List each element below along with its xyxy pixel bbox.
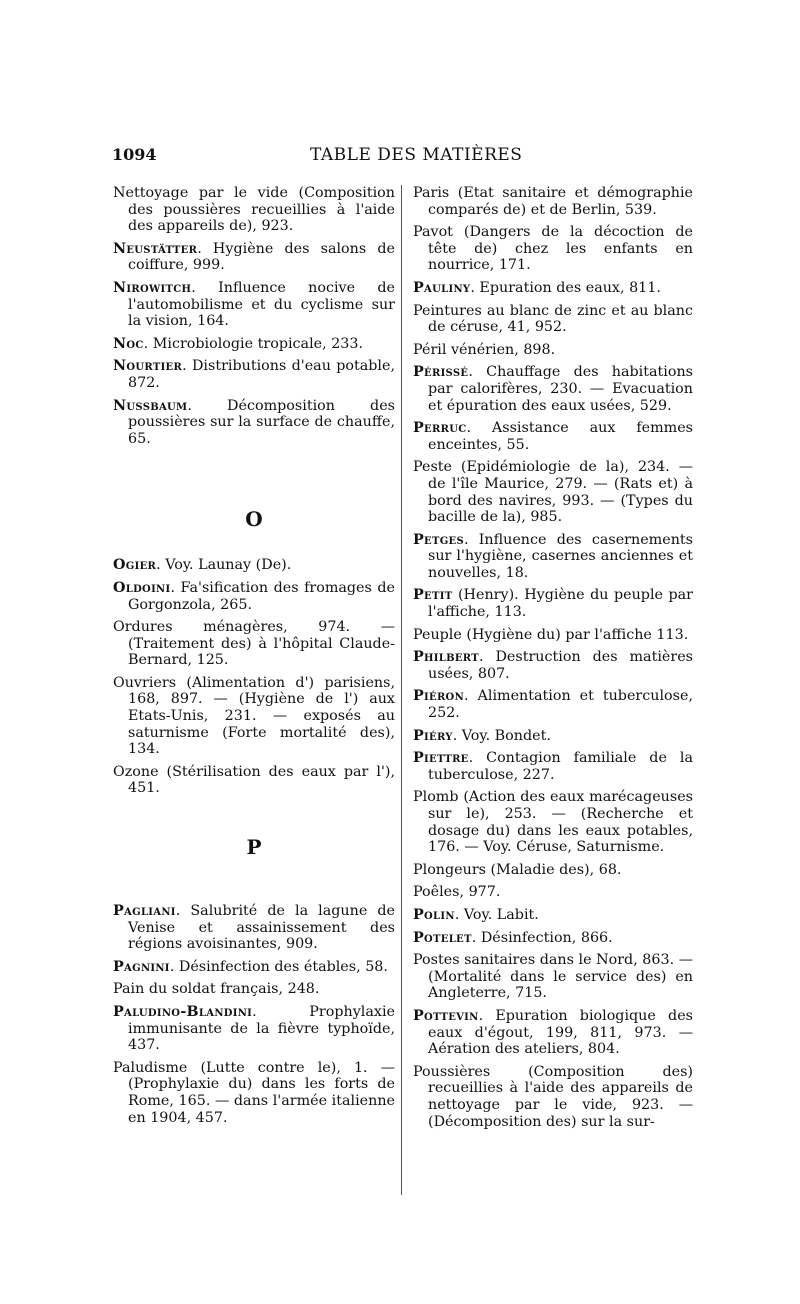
index-entry: Poussières (Composition des) recueillies à l'aide des appareils de nettoyage par le vide, 923. — (Décomposition des) sur la sur-	[413, 1063, 693, 1130]
index-entry: Piéron. Alimentation et tuberculose, 252.	[413, 688, 693, 722]
index-entry: Poêles, 977.	[413, 884, 501, 901]
index-entry: Ouvriers (Alimentation d') parisiens, 168, 897. — (Hygiène de l') aux Etats-Unis, 231. — exposés au saturnisme (Forte mortalité des), 134.	[113, 674, 395, 758]
page-header	[0, 145, 800, 173]
index-entry: Pagliani. Salubrité de la lagune de Venise et assainissement des régions avoisinantes, 909.	[113, 903, 395, 953]
column-divider	[401, 185, 402, 1195]
index-entry: Plongeurs (Maladie des), 68.	[413, 861, 622, 878]
index-entry: Nourtier. Distributions d'eau potable, 872.	[113, 358, 395, 391]
index-entry: Péril vénérien, 898.	[413, 341, 556, 358]
running-title: TABLE DES MATIÈRES	[310, 145, 523, 165]
index-entry: Périssé. Chauffage des habitations par calorifères, 230. — Evacuation et épuration des eaux usées, 529.	[413, 364, 693, 414]
index-entry: Paludino-Blandini. Prophylaxie immunisante de la fièvre typhoïde, 437.	[113, 1004, 395, 1054]
index-entry: Perruc. Assistance aux femmes enceintes, 55.	[413, 420, 693, 453]
index-entry: Peintures au blanc de zinc et au blanc de céruse, 41, 952.	[413, 302, 693, 336]
section-letter-p: P	[246, 835, 262, 860]
index-entry: Piéry. Voy. Bondet.	[413, 727, 551, 744]
index-entry: Paludisme (Lutte contre le), 1. — (Prophylaxie du) dans les forts de Rome, 165. — dans l'armée italienne en 1904, 457.	[113, 1059, 395, 1126]
index-entry: Nirowitch. Influence nocive de l'automobilisme et du cyclisme sur la vision, 164.	[113, 279, 395, 330]
index-entry: Ozone (Stérilisation des eaux par l'), 451.	[113, 763, 395, 797]
index-entry: Peste (Epidémiologie de la), 234. — de l'île Maurice, 279. — (Rats et) à bord des navires, 993. — (Types du bacille de la), 985.	[413, 459, 693, 526]
index-entry: Piettre. Contagion familiale de la tuberculose, 227.	[413, 750, 693, 783]
left-column	[113, 185, 395, 1132]
index-entry: Oldoini. Fa'sification des fromages de Gorgonzola, 265.	[113, 579, 395, 613]
page-number: 1094	[112, 145, 157, 164]
index-entry: Ogier. Voy. Launay (De).	[113, 557, 292, 574]
index-entry: Neustätter. Hygiène des salons de coiffure, 999.	[113, 240, 395, 274]
index-entry: Nettoyage par le vide (Composition des poussières recueillies à l'aide des appareils de), 923.	[113, 185, 395, 235]
index-entry: Pottevin. Epuration biologique des eaux d'égout, 199, 811, 973. — Aération des ateliers, 804.	[413, 1007, 693, 1058]
index-entry: Nussbaum. Décomposition des poussières sur la surface de chauffe, 65.	[113, 397, 395, 447]
index-entry: Plomb (Action des eaux marécageuses sur le), 253. — (Recherche et dosage du) dans les eaux potables, 176. — Voy. Céruse, Saturnisme.	[413, 789, 693, 856]
index-entry: Ordures ménagères, 974. — (Traitement des) à l'hôpital Claude-Bernard, 125.	[113, 619, 395, 669]
index-entry: Pauliny. Epuration des eaux, 811.	[413, 279, 661, 296]
index-entry: Pagnini. Désinfection des étables, 58.	[113, 958, 388, 975]
index-entry: Peuple (Hygiène du) par l'affiche 113.	[413, 626, 689, 643]
index-entry: Paris (Etat sanitaire et démographie comparés de) et de Berlin, 539.	[413, 185, 693, 218]
index-entry: Postes sanitaires dans le Nord, 863. — (Mortalité dans le service des) en Angleterre, 715.	[413, 952, 693, 1002]
right-column	[413, 185, 693, 1136]
index-entry: Petges. Influence des casernements sur l'hygiène, casernes anciennes et nouvelles, 18.	[413, 531, 693, 581]
index-entry: Pain du soldat français, 248.	[113, 981, 320, 998]
section-letter-o: O	[245, 507, 263, 532]
index-entry: Polin. Voy. Labit.	[413, 906, 539, 923]
index-entry: Noc. Microbiologie tropicale, 233.	[113, 335, 364, 352]
index-entry: Pavot (Dangers de la décoction de tête de) chez les enfants en nourrice, 171.	[413, 224, 693, 274]
index-entry: Petit (Henry). Hygiène du peuple par l'affiche, 113.	[413, 587, 693, 621]
index-entry: Potelet. Désinfection, 866.	[413, 929, 613, 946]
index-entry: Philbert. Destruction des matières usées, 807.	[413, 649, 693, 682]
